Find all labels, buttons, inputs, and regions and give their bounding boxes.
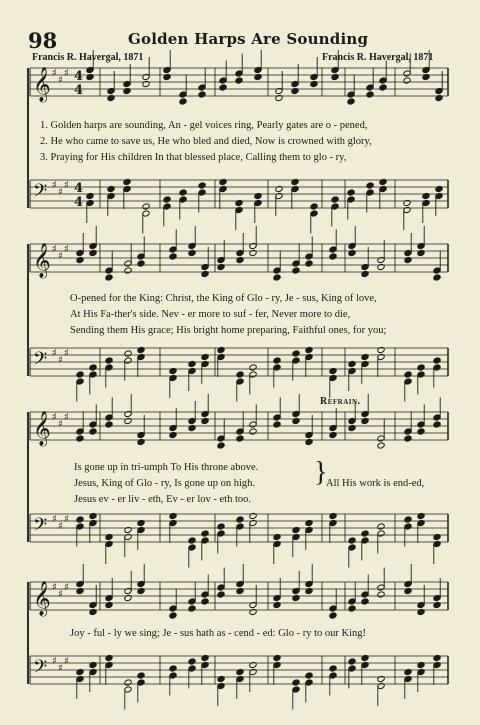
refrain-label: Refrain. — [320, 396, 361, 407]
svg-text:♯: ♯ — [64, 412, 69, 423]
svg-text:𝄞: 𝄞 — [33, 243, 51, 278]
svg-text:♯: ♯ — [64, 348, 69, 359]
svg-text:♯: ♯ — [52, 180, 57, 191]
svg-text:♯: ♯ — [52, 656, 57, 667]
svg-text:♯: ♯ — [52, 244, 57, 255]
hymn-number: 98 — [28, 28, 58, 53]
music-credit: Francis R. Havergal, 1871 — [322, 52, 434, 63]
brace-glyph: } — [314, 457, 328, 488]
svg-text:♯: ♯ — [64, 582, 69, 593]
lyric-line: 3. Praying for His children In that blessed place, Calling them to glo - ry, — [40, 152, 347, 163]
lyric-line: Is gone up in tri-umph To His throne above. — [74, 462, 259, 473]
svg-text:♯: ♯ — [64, 68, 69, 79]
svg-text:♯: ♯ — [52, 348, 57, 359]
svg-text:4: 4 — [74, 83, 84, 98]
svg-text:𝄢: 𝄢 — [33, 181, 48, 206]
hymn-title: Golden Harps Are Sounding — [128, 30, 369, 48]
svg-text:4: 4 — [74, 181, 84, 196]
svg-text:♯: ♯ — [64, 180, 69, 191]
refrain-lyric: All His work is end-ed, — [326, 478, 425, 489]
svg-text:♯: ♯ — [58, 187, 63, 198]
svg-text:♯: ♯ — [58, 589, 63, 600]
lyric-line: 1. Golden harps are sounding, An - gel voices ring, Pearly gates are o - pened, — [40, 120, 368, 131]
svg-text:♯: ♯ — [64, 244, 69, 255]
svg-text:4: 4 — [74, 69, 84, 84]
svg-text:♯: ♯ — [58, 355, 63, 366]
svg-text:♯: ♯ — [64, 514, 69, 525]
svg-text:♯: ♯ — [58, 521, 63, 532]
svg-text:♯: ♯ — [58, 251, 63, 262]
svg-text:𝄢: 𝄢 — [33, 349, 48, 374]
svg-text:♯: ♯ — [52, 514, 57, 525]
lyric-line: O-pened for the King: Christ, the King of Glo - ry, Je - sus, King of love, — [70, 293, 377, 304]
lyric-line: Sending them His grace; His bright home preparing, Faithful ones, for you; — [70, 325, 387, 336]
svg-text:𝄞: 𝄞 — [33, 67, 51, 102]
svg-text:𝄞: 𝄞 — [33, 411, 51, 446]
svg-text:4: 4 — [74, 195, 84, 210]
lyric-line: At His Fa-ther's side. Nev - er more to suf - fer, Never more to die, — [70, 309, 351, 320]
lyric-line: Joy - ful - ly we sing; Je - sus hath as - cend - ed: Glo - ry to our King! — [70, 628, 366, 639]
lyric-line: 2. He who came to save us, He who bled and died, Now is crowned with glory, — [40, 136, 372, 147]
svg-text:♯: ♯ — [64, 656, 69, 667]
svg-text:𝄢: 𝄢 — [33, 515, 48, 540]
words-credit: Francis R. Havergal, 1871 — [32, 52, 144, 63]
svg-text:𝄞: 𝄞 — [33, 581, 51, 616]
svg-text:𝄢: 𝄢 — [33, 657, 48, 682]
svg-text:♯: ♯ — [52, 582, 57, 593]
lyric-line: Jesus, King of Glo - ry, Is gone up on high. — [74, 478, 256, 489]
svg-text:♯: ♯ — [58, 75, 63, 86]
lyric-line: Jesus ev - er liv - eth, Ev - er lov - eth too. — [74, 494, 251, 505]
svg-text:♯: ♯ — [58, 663, 63, 674]
svg-text:♯: ♯ — [58, 419, 63, 430]
svg-text:♯: ♯ — [52, 68, 57, 79]
svg-text:♯: ♯ — [52, 412, 57, 423]
